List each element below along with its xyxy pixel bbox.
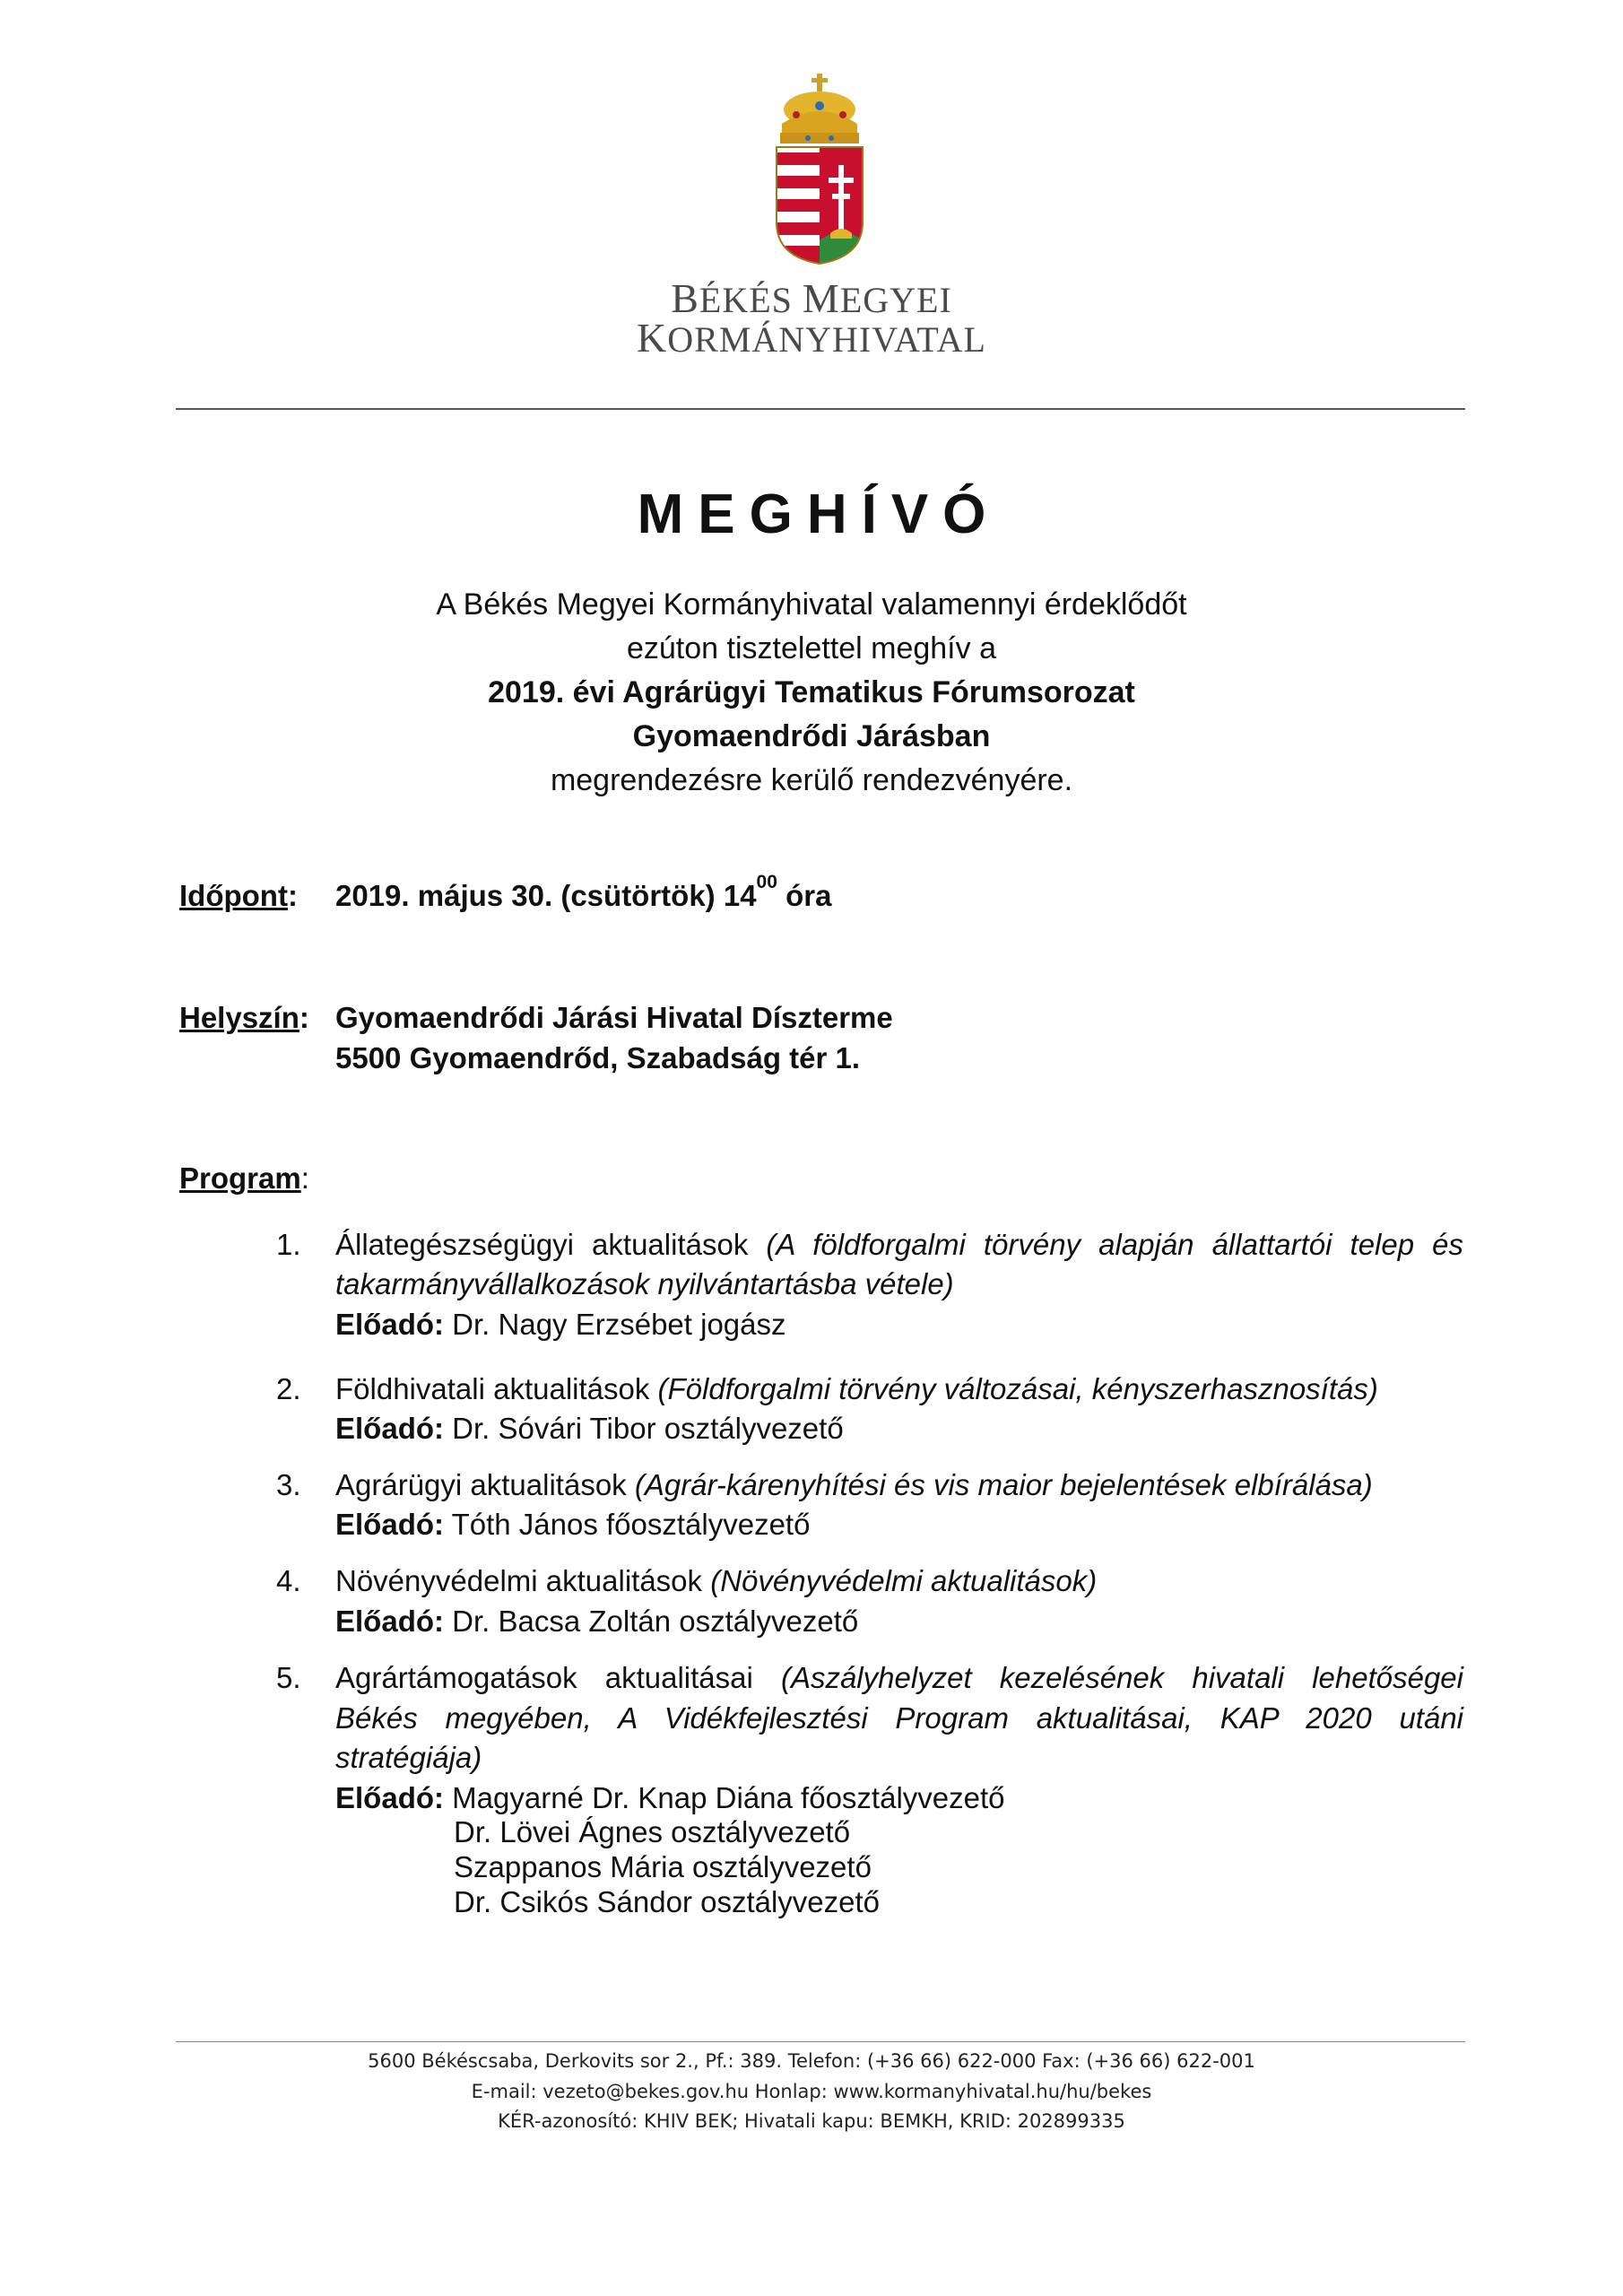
place-name: Gyomaendrődi Járási Hivatal Díszterme [335, 1001, 893, 1034]
program-item-number: 3. [276, 1468, 301, 1501]
footer-address: 5600 Békéscsaba, Derkovits sor 2., Pf.: 389. Telefon: (+36 66) 622-000 Fax: (+36 66) 622-001 [368, 2050, 1255, 2072]
program-item-speaker: Előadó: Dr. Nagy Erzsébet jogász [335, 1308, 786, 1341]
program-item-topic: Állategészségügyi aktualitások (A földforgalmi törvény alapján állattartói telep és [335, 1228, 1463, 1261]
footer-ids: KÉR-azonosító: KHIV BEK; Hivatali kapu: BEMKH, KRID: 202899335 [498, 2110, 1125, 2132]
footer-contact: E-mail: vezeto@bekes.gov.hu Honlap: www.kormanyhivatal.hu/hu/bekes [471, 2081, 1152, 2102]
program-item-topic: Növényvédelmi aktualitások (Növényvédelmi aktualitások) [335, 1564, 1098, 1597]
event-name: 2019. évi Agrárügyi Tematikus Fórumsorozat [488, 675, 1135, 709]
program-item-detail: stratégiája) [335, 1741, 482, 1774]
event-district: Gyomaendrődi Járásban [632, 719, 991, 753]
place-label: Helyszín: [179, 1001, 309, 1034]
time-label: Időpont: [179, 879, 298, 912]
page-title: MEGHÍVÓ [637, 483, 1001, 545]
program-item-number: 5. [276, 1661, 301, 1694]
program-item-detail: Békés megyében, A Vidékfejlesztési Program aktualitásai, KAP 2020 utáni [335, 1701, 1463, 1735]
intro-line: megrendezésre kerülő rendezvényére. [550, 763, 1073, 797]
program-label: Program: [179, 1161, 309, 1195]
program-item-speaker: Dr. Csikós Sándor osztályvezető [454, 1885, 881, 1918]
org-name-line2: KORMÁNYHIVATAL [637, 315, 986, 361]
program-item-speaker: Dr. Lövei Ágnes osztályvezető [454, 1815, 851, 1848]
program-item-detail: takarmányvállalkozások nyilvántartásba vétele) [335, 1267, 954, 1300]
program-item-topic: Agrártámogatások aktualitásai (Aszályhelyzet kezelésének hivatali lehetőségei [335, 1661, 1463, 1694]
intro-line: A Békés Megyei Kormányhivatal valamennyi érdeklődőt [436, 587, 1187, 622]
program-item-speaker: Előadó: Magyarné Dr. Knap Diána főosztályvezető [335, 1781, 1005, 1814]
place-address: 5500 Gyomaendrőd, Szabadság tér 1. [335, 1041, 861, 1074]
hungarian-coat-of-arms-icon [769, 72, 870, 267]
intro-line: ezúton tisztelettel meghív a [626, 631, 996, 665]
program-item-topic: Agrárügyi aktualitások (Agrár-kárenyhítési és vis maior bejelentések elbírálása) [335, 1468, 1373, 1501]
time-value: 2019. május 30. (csütörtök) $14^{00}$ óra [335, 872, 832, 912]
org-name-line1: BÉKÉS MEGYEI [671, 275, 952, 321]
program-item-speaker: Előadó: Dr. Bacsa Zoltán osztályvezető [335, 1605, 859, 1638]
program-item-speaker: Előadó: Tóth János főosztályvezető [335, 1508, 811, 1541]
program-item-number: 2. [276, 1372, 301, 1405]
program-item-speaker: Előadó: Dr. Sóvári Tibor osztályvezető [335, 1412, 844, 1445]
program-item-speaker: Szappanos Mária osztályvezető [454, 1850, 872, 1883]
program-item-number: 4. [276, 1564, 301, 1597]
header-divider [176, 408, 1465, 410]
program-item-number: 1. [276, 1228, 301, 1261]
program-item-topic: Földhivatali aktualitások (Földforgalmi törvény változásai, kényszerhasznosítás) [335, 1372, 1378, 1405]
footer-divider [176, 2041, 1465, 2042]
